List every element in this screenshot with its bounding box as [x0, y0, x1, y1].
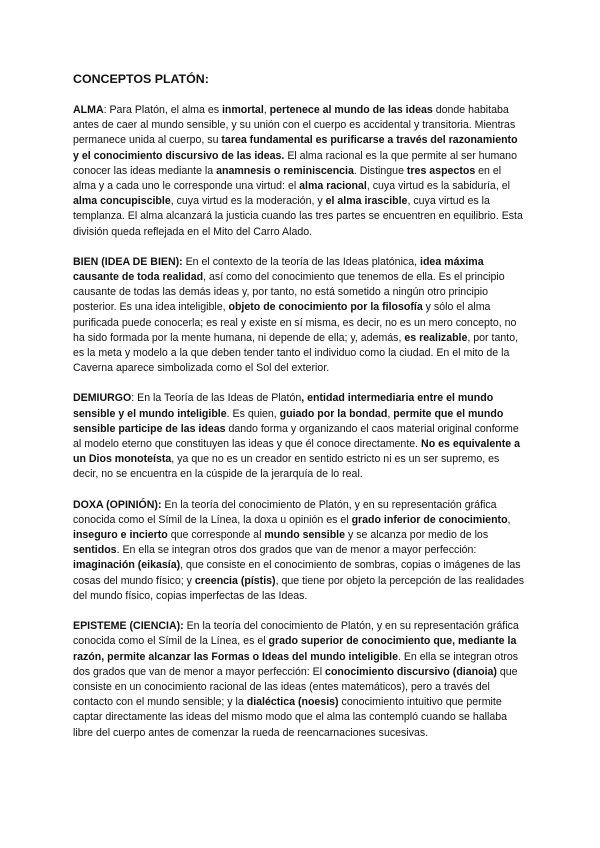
body-text: ,: [387, 407, 394, 420]
body-text: En la teoría del conocimiento de Platón, y en su representación gráfica conocida como el Símil de la Línea, la doxa u opinión es el: [73, 498, 497, 526]
concept-entry-alma: [73, 103, 526, 240]
bold-text: , entidad intermediaria entre el mundo sensible y el mundo inteligible: [73, 392, 494, 420]
bold-text: pertenece al mundo de las ideas: [269, 104, 433, 116]
body-text: ,: [507, 513, 511, 526]
body-text: El alma racional es la que permite al ser humano conocer las ideas mediante la: [73, 149, 517, 177]
document-page: [73, 71, 526, 756]
bold-text: el alma irascible: [325, 195, 408, 208]
bold-text: tarea fundamental es purificarse a través del razonamiento y el conocimiento discursivo de las ideas.: [73, 134, 518, 162]
bold-text: mundo sensible: [264, 529, 346, 542]
body-text: : Para Platón, el alma es: [103, 104, 222, 116]
concept-entry-doxa: [73, 498, 526, 604]
bold-text: conocimiento discursivo (dianoia): [325, 665, 497, 678]
body-text: conocimiento intuitivo que permite captar directamente las ideas del mismo modo que el alma las contempló cuando se hallaba libre del cuerpo antes de comenzar la rueda de reencarnaciones sucesivas.: [73, 696, 507, 739]
body-text: dando forma y organizando el caos material original conforme al modelo eterno que constituyen las ideas y que él conoce directamente.: [73, 422, 519, 451]
concept-list: [73, 103, 526, 741]
body-text: , cuya virtud es la templanza. El alma alcanzará la justicia cuando las tres partes se encuentren en equilibrio. Esta división queda reflejada en el Mito del Carro Alado.: [73, 195, 523, 238]
concept-entry-bien: [73, 255, 526, 377]
bold-text: alma racional: [299, 180, 367, 193]
body-text: . Distingue: [353, 164, 407, 177]
bold-text: es realizable: [404, 331, 468, 344]
body-text: , que consiste en el conocimiento de sombras, copias o imágenes de las cosas del mundo físico; y: [73, 559, 521, 587]
document-title: CONCEPTOS PLATÓN:: [73, 72, 209, 86]
body-text: ,: [263, 104, 270, 116]
bold-text: inmortal: [221, 104, 264, 116]
body-text: en el alma y a cada uno le corresponde una virtud: el: [73, 164, 502, 193]
bold-text: permite que el mundo sensible participe de las ideas: [73, 407, 504, 435]
bold-text: DEMIURGO: [73, 392, 132, 405]
bold-text: EPISTEME (CIENCIA):: [73, 620, 184, 633]
body-text: donde habitaba antes de caer al mundo sensible, y su unión con el cuerpo es accidental y transitoria. Mientras permanece unida al cuerpo, su: [73, 104, 516, 147]
body-text: , que tiene por objeto la percepción de las realidades del mundo físico, copias imperfectas de las Ideas.: [73, 574, 525, 602]
bold-text: sentidos: [73, 544, 117, 557]
bold-text: ALMA: [73, 104, 104, 116]
body-text: que corresponde al: [167, 529, 265, 542]
bold-text: grado inferior de conocimiento: [351, 513, 508, 526]
bold-text: idea máxima causante de toda realidad: [73, 255, 484, 284]
body-text: , así como del conocimiento que tenemos de ella. Es el principio causante de todas las demás ideas y, por tanto, no está sometido a ningún otro principio posterior. Es una idea inteligible,: [73, 271, 505, 314]
bold-text: creencia (pístis): [194, 574, 276, 587]
bold-text: BIEN (IDEA DE BIEN):: [73, 255, 183, 268]
concept-entry-demiurgo: [73, 391, 526, 482]
bold-text: anamnesis o reminiscencia: [216, 164, 354, 177]
bold-text: grado superior de conocimiento que, mediante la razón, permite alcanzar las Formas o Ideas del mundo inteligible: [73, 635, 517, 663]
bold-text: inseguro e incierto: [73, 529, 168, 542]
bold-text: objeto de conocimiento por la filosofía: [228, 301, 423, 314]
bold-text: guiado por la bondad: [279, 407, 388, 420]
bold-text: imaginación (eikasía): [73, 559, 181, 572]
bold-text: No es equivalente a un Dios monoteísta: [73, 438, 520, 466]
body-text: . En ella se integran otros dos grados que van de menor a mayor perfección:: [116, 544, 477, 557]
body-text: , por tanto, es la meta y modelo a la que deben tender tanto el individuo como la ciudad. En el mito de la Caverna aparece simbolizada como el Sol del exterior.: [73, 331, 519, 375]
body-text: , cuya virtud es la moderación, y: [170, 195, 326, 208]
body-text: En el contexto de la teoría de las Ideas platónica,: [182, 255, 421, 268]
body-text: , ya que no es un creador en sentido estricto ni es un ser supremo, es decir, no se encuentra en la cúspide de la jerarquía de lo real.: [73, 453, 500, 481]
body-text: que consiste en un conocimiento racional de las ideas (entes matemáticos), pero a través del contacto con el mundo sensible; y la: [73, 665, 518, 709]
body-text: : En la Teoría de las Ideas de Platón: [131, 392, 302, 405]
body-text: . Es quien,: [226, 407, 280, 420]
bold-text: DOXA (OPINIÓN):: [73, 498, 162, 511]
concept-entry-episteme: [73, 619, 526, 741]
bold-text: alma concupiscible: [73, 195, 171, 208]
body-text: . En ella se integran otros dos grados que van de menor a mayor perfección: El: [73, 650, 519, 678]
body-text: y se alcanza por medio de los: [345, 529, 489, 542]
body-text: , cuya virtud es la sabiduría, el: [366, 180, 510, 193]
bold-text: dialéctica (noesis): [246, 696, 339, 709]
body-text: En la teoría del conocimiento de Platón, y en su representación gráfica conocida como el Símil de la Línea, es el: [73, 620, 519, 648]
bold-text: tres aspectos: [406, 164, 476, 177]
body-text: y sólo el alma purificada puede conocerla; es real y existe en sí misma, es decir, no es un mero concepto, no ha sido formada por la mente humana, ni depende de ella; y, además,: [73, 301, 517, 344]
